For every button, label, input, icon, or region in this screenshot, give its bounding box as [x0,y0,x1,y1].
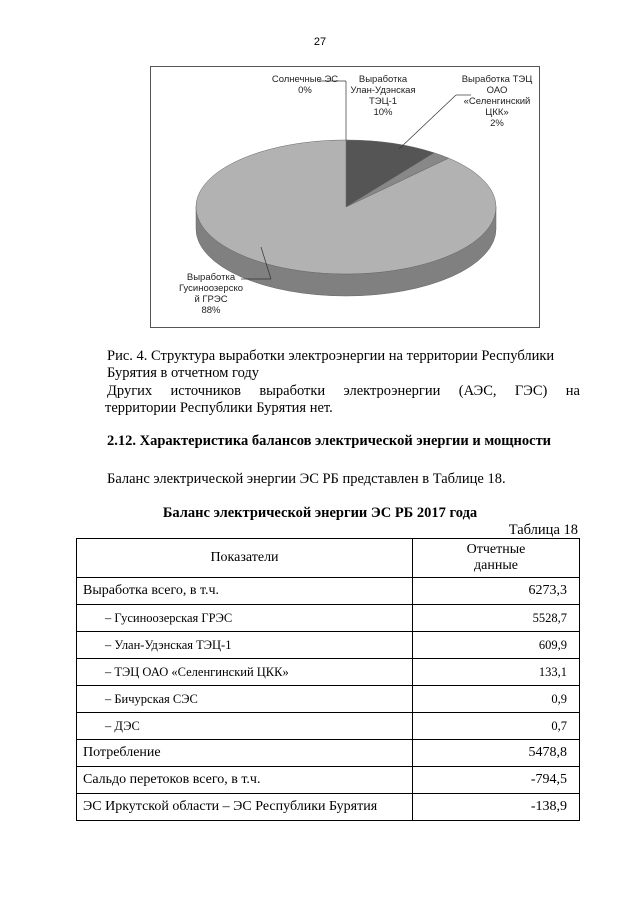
pie-chart [150,66,540,328]
paragraph-word: ГЭС) [514,383,548,399]
paragraph-word: источников [170,383,241,399]
table-number: Таблица 18 [508,522,578,538]
header-values: Отчетные данные [413,539,580,578]
table-row [77,794,580,821]
intro-text: Баланс электрической энергии ЭС РБ представлен в Таблице 18. [107,471,506,487]
row-label: – Улан-Удэнская ТЭЦ-1 [77,632,413,659]
paragraph-word: выработки [259,383,326,399]
page-number: 27 [313,36,327,48]
row-label: – ТЭЦ ОАО «Селенгинский ЦКК» [77,659,413,686]
row-label: Сальдо перетоков всего, в т.ч. [77,767,413,794]
row-label: – Гусиноозерская ГРЭС [77,605,413,632]
table-row [77,578,580,605]
row-value: 0,7 [413,713,580,740]
paragraph-line-1 [107,383,580,400]
row-value: 609,9 [413,632,580,659]
header-indicators: Показатели [77,539,413,578]
table-row [77,605,580,632]
row-value: 5478,8 [413,740,580,767]
table-row [77,767,580,794]
paragraph-word: Других [107,383,153,399]
paragraph-other-sources [107,383,580,417]
table-header-row [77,539,580,578]
table-title: Баланс электрической энергии ЭС РБ 2017 года [162,505,478,521]
table-row [77,713,580,740]
paragraph-word: на [565,383,580,399]
row-label: – Бичурская СЭС [77,686,413,713]
row-value: 5528,7 [413,605,580,632]
paragraph-word: электроэнергии [343,383,441,399]
row-value: 133,1 [413,659,580,686]
paragraph-word: (АЭС, [458,383,497,399]
row-value: -138,9 [413,794,580,821]
paragraph-line-2: территории Республики Бурятия нет. [105,400,333,416]
label-ulan-ude: Выработка Улан-Удэнская ТЭЦ-1 10% [350,74,416,118]
row-value: 0,9 [413,686,580,713]
balance-table [76,538,580,821]
table-row [77,659,580,686]
pie-slice [196,140,496,274]
label-gusinoozersk: Выработка Гусиноозерско й ГРЭС 88% [178,272,244,316]
row-label: ЭС Иркутской области – ЭС Республики Бурятия [77,794,413,821]
label-selenga: Выработка ТЭЦ ОАО «Селенгинский ЦКК» 2% [461,74,533,129]
label-solar: Солнечные ЭС 0% [271,74,339,96]
figure-caption: Рис. 4. Структура выработки электроэнергии на территории Республики Бурятия в отчетном году [107,348,555,381]
table-row [77,686,580,713]
row-label: Выработка всего, в т.ч. [77,578,413,605]
row-label: – ДЭС [77,713,413,740]
row-label: Потребление [77,740,413,767]
table-row [77,632,580,659]
section-heading: 2.12. Характеристика балансов электрической энергии и мощности [107,433,552,449]
row-value: -794,5 [413,767,580,794]
table-row [77,740,580,767]
row-value: 6273,3 [413,578,580,605]
